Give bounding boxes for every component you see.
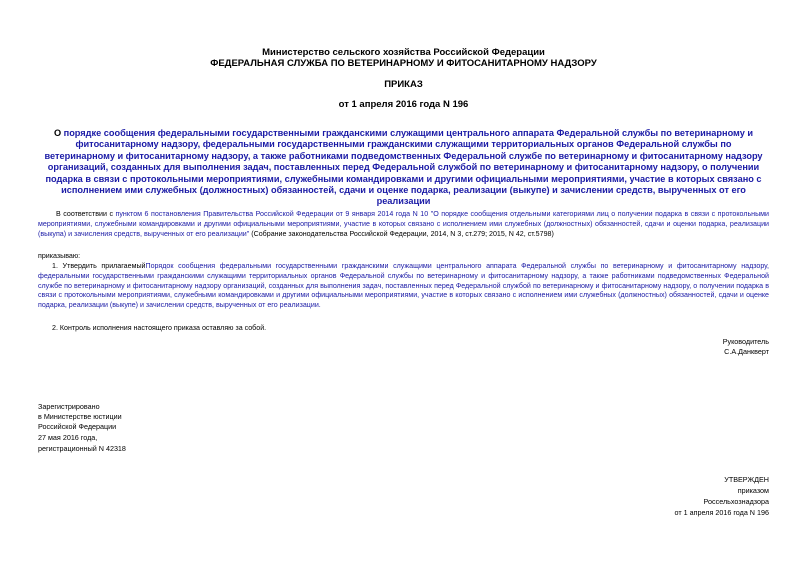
item-1-link[interactable]: Порядок сообщения федеральными государственными гражданскими служащими центрального аппарата Федеральной службы по ветеринарному и фитосанитарному надзору, федеральными государственными гражданскими служащими территориальных органов Федеральной службы по ветеринарному и фитосанитарному надзору, а также работниками подведомственных Федеральной службе по ветеринарному и фитосанитарному надзору организаций, созданных для выполнения задач, поставленных перед Федеральной службой по ветеринарному и фитосанитарному надзору, о получении подарка в связи с протокольными мероприятиями, служебными командировками и другими официальными мероприятиями, участие в которых связано с исполнением ими служебных (должностных) обязанностей, сдачи и оценке подарка, реализации (выкупе) и зачислении средств, вырученных от его реализации. — [38, 262, 769, 310]
item-1-paragraph — [38, 262, 769, 311]
ministry-heading: Министерство сельского хозяйства Российской Федерации — [262, 47, 545, 58]
preamble-link[interactable]: пунктом 6 постановления Правительства Российской Федерации от 9 января 2014 года N 10 "О порядке сообщения отдельными категориями лиц о получении подарка в связи с протокольными мероприятиями, служебными командировками и другими официальными мероприятиями, участие в которых связано с исполнением ими служебных (должностных) обязанностей, сдачи и оценки подарка, реализации (выкупа) и зачисления средств, вырученных от его реализации" — [38, 210, 770, 238]
approved-line: приказом — [737, 486, 769, 495]
title-prefix: О — [53, 128, 64, 138]
prikazyvayu-line: приказываю: — [38, 252, 81, 260]
document-date-number: от 1 апреля 2016 года N 196 — [338, 99, 469, 110]
registration-line: в Министерстве юстиции — [38, 412, 122, 421]
preamble-paragraph — [38, 210, 769, 239]
preamble-prefix: В соответствии с — [56, 210, 116, 218]
approved-line: УТВЕРЖДЕН — [724, 475, 769, 484]
signature-title: Руководитель — [722, 337, 769, 346]
preamble-suffix: (Собрание законодательства Российской Федерации, 2014, N 3, ст.279; 2015, N 42, ст.5798) — [249, 229, 554, 238]
registration-line: Зарегистрировано — [38, 402, 100, 411]
registration-line: регистрационный N 42318 — [38, 444, 126, 453]
registration-line: 27 мая 2016 года, — [38, 433, 98, 442]
approved-line: Россельхознадзора — [703, 497, 769, 506]
item-2-paragraph: 2. Контроль исполнения настоящего приказа оставляю за собой. — [52, 324, 267, 332]
title-link[interactable]: порядке сообщения федеральными государственными гражданскими служащими центрального аппарата Федеральной службы по ветеринарному и фитосанитарному надзору, федеральными государственными гражданскими служащими территориальных органов Федеральной службы по ветеринарному и фитосанитарному надзору, а также работниками подведомственных Федеральной службе по ветеринарному и фитосанитарному надзору организаций, созданных для выполнения задач, поставленных перед Федеральной службой по ветеринарному и фитосанитарному надзору, о получении подарка в связи с протокольными мероприятиями, служебными командировками и другими официальными мероприятиями, участие в которых связано с исполнением ими служебных (должностных) обязанностей, сдачи и оценке подарка, реализации (выкупе) и зачислении средств, вырученных от его реализации — [44, 128, 763, 207]
service-heading: ФЕДЕРАЛЬНАЯ СЛУЖБА ПО ВЕТЕРИНАРНОМУ И ФИТОСАНИТАРНОМУ НАДЗОРУ — [210, 58, 597, 69]
item-1-prefix: 1. Утвердить прилагаемый — [52, 262, 146, 270]
signature-name: С.А.Данкверт — [724, 347, 769, 356]
document-title — [40, 128, 767, 208]
document-type: ПРИКАЗ — [384, 79, 423, 90]
approved-line: от 1 апреля 2016 года N 196 — [674, 508, 769, 517]
registration-line: Российской Федерации — [38, 422, 117, 431]
